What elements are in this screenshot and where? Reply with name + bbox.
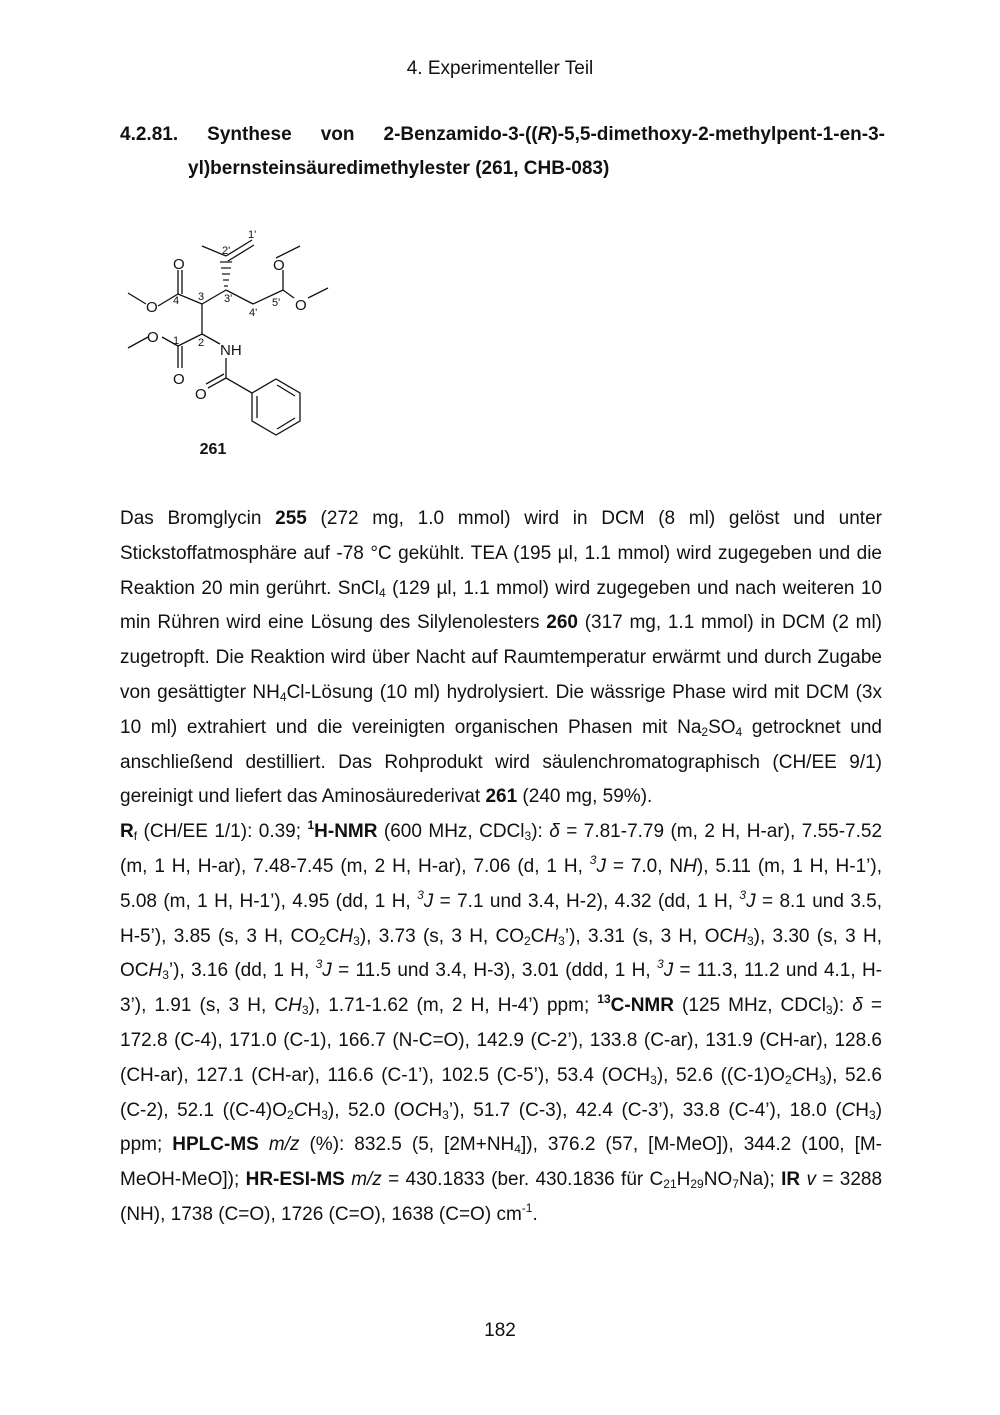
atom-o-ester: O — [146, 299, 158, 316]
atom-o-ester2: O — [147, 329, 159, 346]
running-header: 4. Experimenteller Teil — [406, 58, 594, 79]
atom-o-acetal-top: O — [273, 257, 285, 274]
chemical-structure — [118, 218, 338, 478]
heading-word: von — [320, 124, 355, 145]
atom-o-amide: O — [195, 386, 207, 403]
locant-1: 1 — [173, 335, 180, 347]
atom-o-acetal-bottom: O — [295, 297, 307, 314]
page-number: 182 — [484, 1320, 516, 1341]
procedure-paragraph: Das Bromglycin 255 (272 mg, 1.0 mmol) wird in DCM (8 ml) gelöst und unter Stickstoffatmosphäre auf -78 °C gekühlt. TEA (195 µl, 1.1 mmol) wird zugegeben und die Reaktion 20 min gerührt. SnCl$_4$ (129 µl, 1.1 mmol) wird zugegeben und nach weiteren 10 min Rühren wird eine Lösung des Silylenolesters 260 (317 mg, 1.1 mmol) in DCM (2 ml) zugetropft. Die Reaktion wird über Nacht auf Raumtemperatur erwärmt und durch Zugabe von gesättigter $NH_4Cl$-Lösung (10 ml) hydrolysiert. Die wässrige Phase wird mit DCM (3x 10 ml) extrahiert und die vereinigten organischen Phasen mit $Na_2SO_4$ getrocknet und anschließend destilliert. Das Rohprodukt wird säulenchromatographisch (CH/EE 9/1) gereinigt und liefert das Aminosäurederivat 261 (240 mg, 59%). — [120, 508, 883, 808]
locant-1p: 1' — [248, 229, 257, 241]
locant-4: 4 — [173, 295, 180, 307]
section-heading — [120, 118, 885, 186]
locant-3p: 3' — [224, 293, 233, 305]
hashed-wedge-bond — [220, 262, 232, 286]
locant-2p: 2' — [222, 245, 231, 257]
characterization-paragraph: $R_f$ (CH/EE 1/1): 0.39; $^1$H-NMR (600 MHz, CDCl$_3$): δ = 7.81-7.79 (m, 2 H, H-ar), 7.55-7.52 (m, 1 H, H-ar), 7.48-7.45 (m, 2 H, H-ar), 7.06 (d, 1 H, $^3$J = 7.0, NH), 5.11 (m, 1 H, H-1’), 5.08 (m, 1 H, H-1’), 4.95 (dd, 1 H, $^3$J = 7.1 und 3.4, H-2), 4.32 (dd, 1 H, $^3$J = 8.1 und 3.5, H-5’), 3.85 (s, 3 H, $CO_2CH_3$), 3.73 (s, 3 H, $CO_2CH_3$’), 3.31 (s, 3 H, $OCH_3$), 3.30 (s, 3 H, $OCH_3$’), 3.16 (dd, 1 H, $^3$J = 11.5 und 3.4, H-3), 3.01 (ddd, 1 H, $^3$J = 11.3, 11.2 und 4.1, H-3’), 1.91 (s, 3 H, $CH_3$), 1.71-1.62 (m, 2 H, H-4’) ppm; $^{13}$C-NMR (125 MHz, CDCl$_3$): δ = 172.8 (C-4), 171.0 (C-1), 166.7 (N-C=O), 142.9 (C-2’), 133.8 (C-ar), 131.9 (CH-ar), 128.6 (CH-ar), 127.1 (CH-ar), 116.6 (C-1’), 102.5 (C-5’), 53.4 $(OCH_3)$, 52.6 $((C-1)O_2CH_3)$, 52.6 (C-2), 52.1 $((C-4)O_2CH_3)$, 52.0 $(OCH_3’)$, 51.7 (C-3), 42.4 (C-3’), 33.8 (C-4’), 18.0 $(CH_3)$ ppm; HPLC-MS m/z (%): 832.5 (5, $[2M+NH_4]$), 376.2 (57, [M-MeO]), 344.2 (100, [M-MeOH-MeO]); HR-ESI-MS m/z = 430.1833 (ber. 430.1836 für $C_{21}H_{29}NO_7Na$); IR v = 3288 (NH), 1738 (C=O), 1726 (C=O), 1638 (C=O) $cm^{-1}$. — [120, 818, 883, 1225]
heading-line-1 — [120, 118, 885, 152]
locant-5p: 5' — [272, 297, 281, 309]
heading-line-2: yl)bernsteinsäuredimethylester (261, CHB-083) — [188, 158, 610, 179]
locant-2: 2 — [198, 337, 205, 349]
heading-compound-name: 2-Benzamido-3-((R)-5,5-dimethoxy-2-methylpent-1-en-3- — [383, 124, 885, 145]
atom-nh: NH — [220, 342, 242, 359]
section-number: 4.2.81. — [120, 124, 179, 145]
body-text — [120, 502, 882, 1233]
structure-drawing — [118, 218, 338, 443]
locant-4p: 4' — [249, 307, 258, 319]
atom-o-bottom: O — [173, 371, 185, 388]
heading-word: Synthese — [207, 124, 292, 145]
locant-labels — [173, 229, 280, 349]
compound-number: 261 — [199, 441, 227, 458]
atom-o-top: O — [173, 256, 185, 273]
locant-3: 3 — [198, 291, 205, 303]
